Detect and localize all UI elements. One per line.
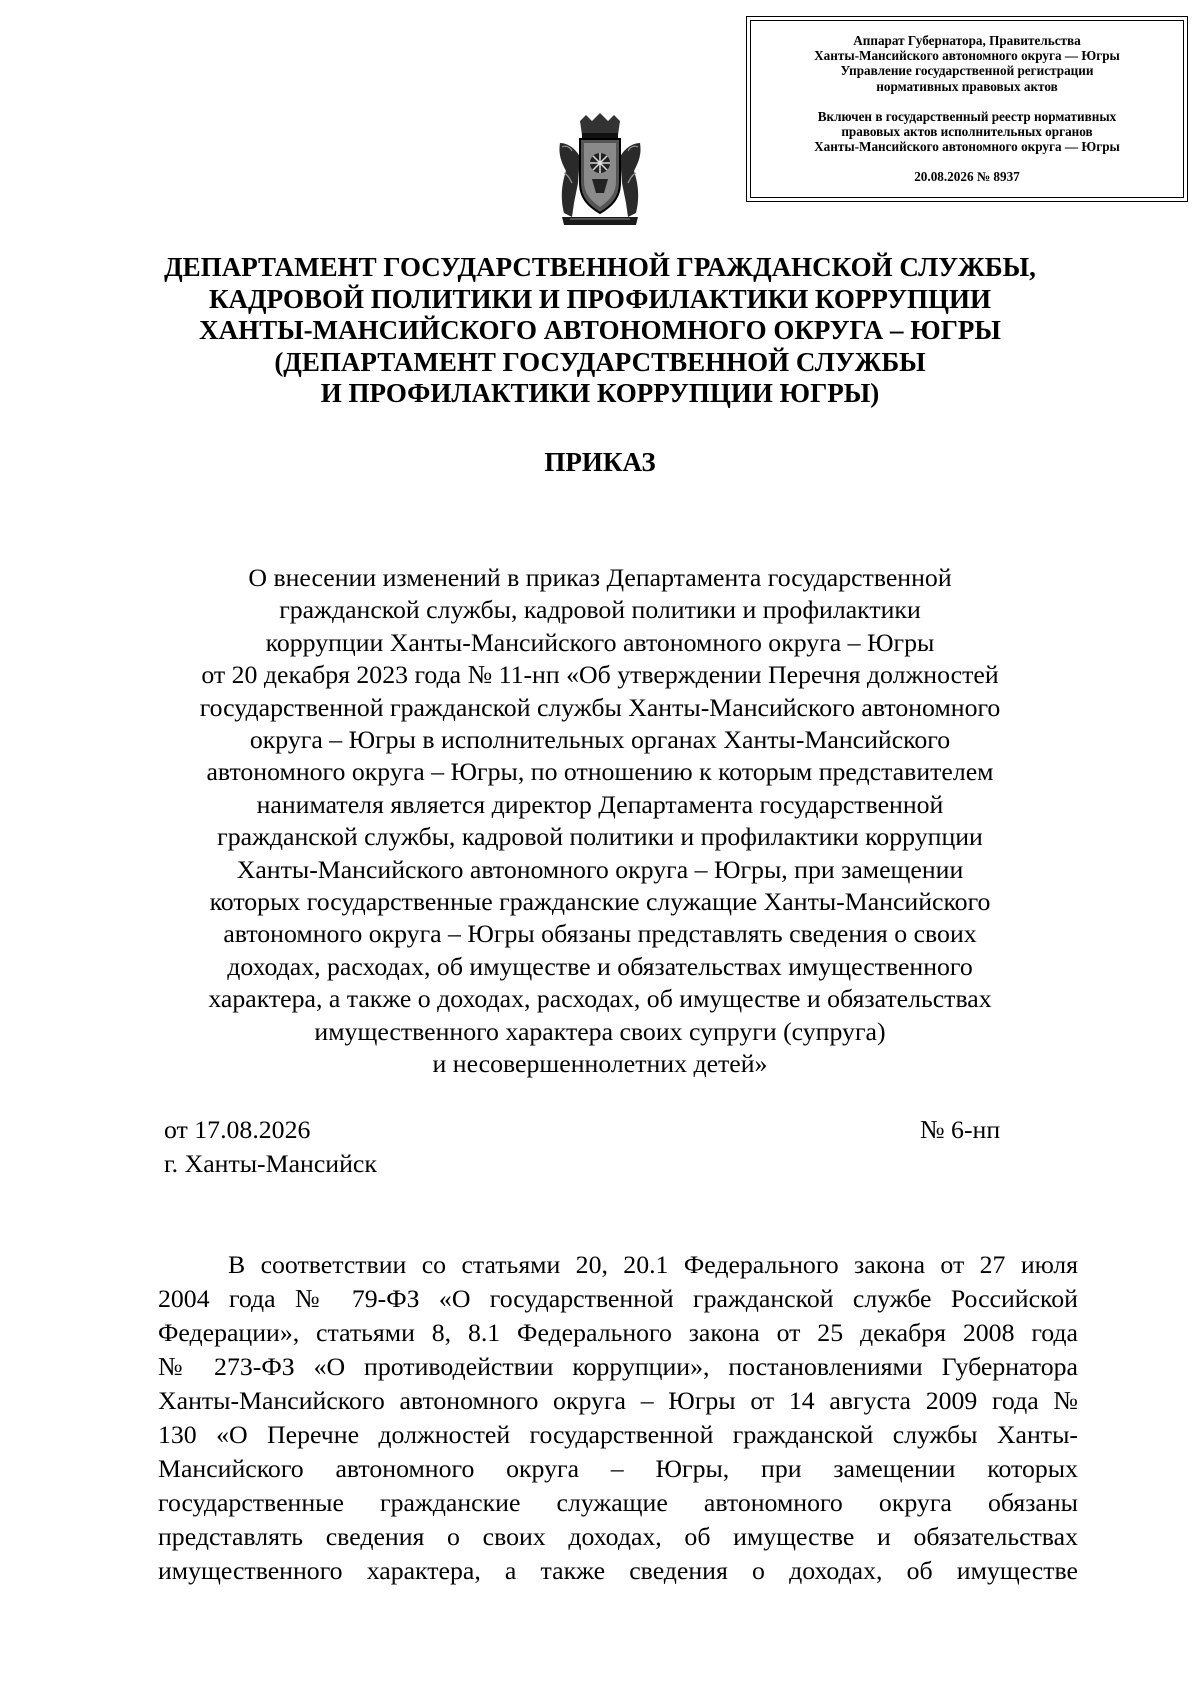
- department-header-line: ДЕПАРТАМЕНТ ГОСУДАРСТВЕННОЙ ГРАЖДАНСКОЙ СЛУЖБЫ,: [164, 252, 1036, 282]
- stamp-line: Включен в государственный реестр нормативных: [817, 108, 1117, 124]
- department-header: [100, 252, 1100, 410]
- order-subject-line: автономного округа – Югры, по отношению к которым представителем: [206, 757, 994, 787]
- order-subject-line: гражданской службы, кадровой политики и профилактики: [279, 595, 921, 625]
- stamp-line: Ханты-Мансийского автономного округа — Югры: [814, 139, 1120, 155]
- order-subject-line: доходах, расходах, об имуществе и обязательствах имущественного: [227, 951, 973, 981]
- order-number: № 6-нп: [920, 1115, 1001, 1144]
- body-line: 2004 года № 79-ФЗ «О государственной гражданской службе Российской: [158, 1284, 1078, 1313]
- coat-of-arms-icon: [556, 113, 644, 227]
- registration-stamp-inner: [750, 20, 1184, 198]
- order-subject-line: коррупции Ханты-Мансийского автономного округа – Югры: [265, 627, 935, 657]
- order-subject-line: имущественного характера своих супруги (супруга): [314, 1016, 886, 1046]
- department-header-line: И ПРОФИЛАКТИКИ КОРРУПЦИИ ЮГРЫ): [320, 378, 880, 409]
- stamp-line: Ханты-Мансийского автономного округа — Югры: [814, 48, 1120, 64]
- order-date: от 17.08.2026: [164, 1115, 311, 1144]
- body-line: 130 «О Перечне должностей государственной гражданской службы Ханты-: [158, 1420, 1078, 1449]
- order-subject-line: Ханты-Мансийского автономного округа – Югры, при замещении: [236, 854, 964, 884]
- stamp-line: Управление государственной регистрации: [840, 63, 1094, 79]
- order-subject-line: и несовершеннолетних детей»: [432, 1049, 768, 1079]
- document-type-title: ПРИКАЗ: [544, 447, 656, 477]
- order-subject-line: автономного округа – Югры обязаны представлять сведения о своих: [223, 919, 977, 949]
- order-city: г. Ханты-Мансийск: [164, 1149, 377, 1178]
- body-line: представлять сведения о своих доходах, об имуществе и обязательствах: [158, 1522, 1078, 1551]
- order-subject-line: которых государственные гражданские служащие Ханты-Мансийского: [209, 887, 991, 917]
- department-header-line: (ДЕПАРТАМЕНТ ГОСУДАРСТВЕННОЙ СЛУЖБЫ: [274, 346, 926, 377]
- body-line: № 273-ФЗ «О противодействии коррупции», постановлениями Губернатора: [158, 1352, 1078, 1381]
- order-body: [158, 1248, 1078, 1588]
- order-subject-line: нанимателя является директор Департамента государственной: [256, 789, 944, 819]
- body-line: Ханты-Мансийского автономного округа – Югры от 14 августа 2009 года №: [158, 1386, 1078, 1415]
- order-subject-line: О внесении изменений в приказ Департамента государственной: [248, 563, 952, 592]
- order-subject-line: от 20 декабря 2023 года № 11-нп «Об утверждении Перечня должностей: [201, 660, 999, 690]
- department-header-line: ХАНТЫ-МАНСИЙСКОГО АВТОНОМНОГО ОКРУГА – ЮГРЫ: [199, 315, 1001, 346]
- body-line: Федерации», статьями 8, 8.1 Федерального закона от 25 декабря 2008 года: [158, 1318, 1078, 1347]
- body-line: государственные гражданские служащие автономного округа обязаны: [158, 1488, 1078, 1517]
- stamp-line: правовых актов исполнительных органов: [841, 124, 1093, 140]
- order-subject-line: государственной гражданской службы Ханты-Мансийского автономного: [199, 692, 1001, 722]
- body-line: имущественного характера, а также сведения о доходах, об имуществе: [158, 1556, 1078, 1585]
- order-subject: [100, 562, 1100, 1081]
- stamp-line: нормативных правовых актов: [876, 78, 1058, 94]
- registration-stamp: [746, 16, 1188, 202]
- body-line: В соответствии со статьями 20, 20.1 Федерального закона от 27 июля: [228, 1250, 1078, 1279]
- department-header-line: КАДРОВОЙ ПОЛИТИКИ И ПРОФИЛАКТИКИ КОРРУПЦИИ: [208, 283, 992, 314]
- body-line: Мансийского автономного округа – Югры, при замещении которых: [158, 1454, 1078, 1483]
- order-subject-line: гражданской службы, кадровой политики и профилактики коррупции: [217, 822, 983, 852]
- stamp-registration-number: 20.08.2026 № 8937: [914, 169, 1020, 185]
- order-subject-line: характера, а также о доходах, расходах, об имуществе и обязательствах: [208, 984, 992, 1014]
- stamp-line: Аппарат Губернатора, Правительства: [853, 33, 1081, 48]
- order-subject-line: округа – Югры в исполнительных органах Ханты-Мансийского: [249, 725, 951, 755]
